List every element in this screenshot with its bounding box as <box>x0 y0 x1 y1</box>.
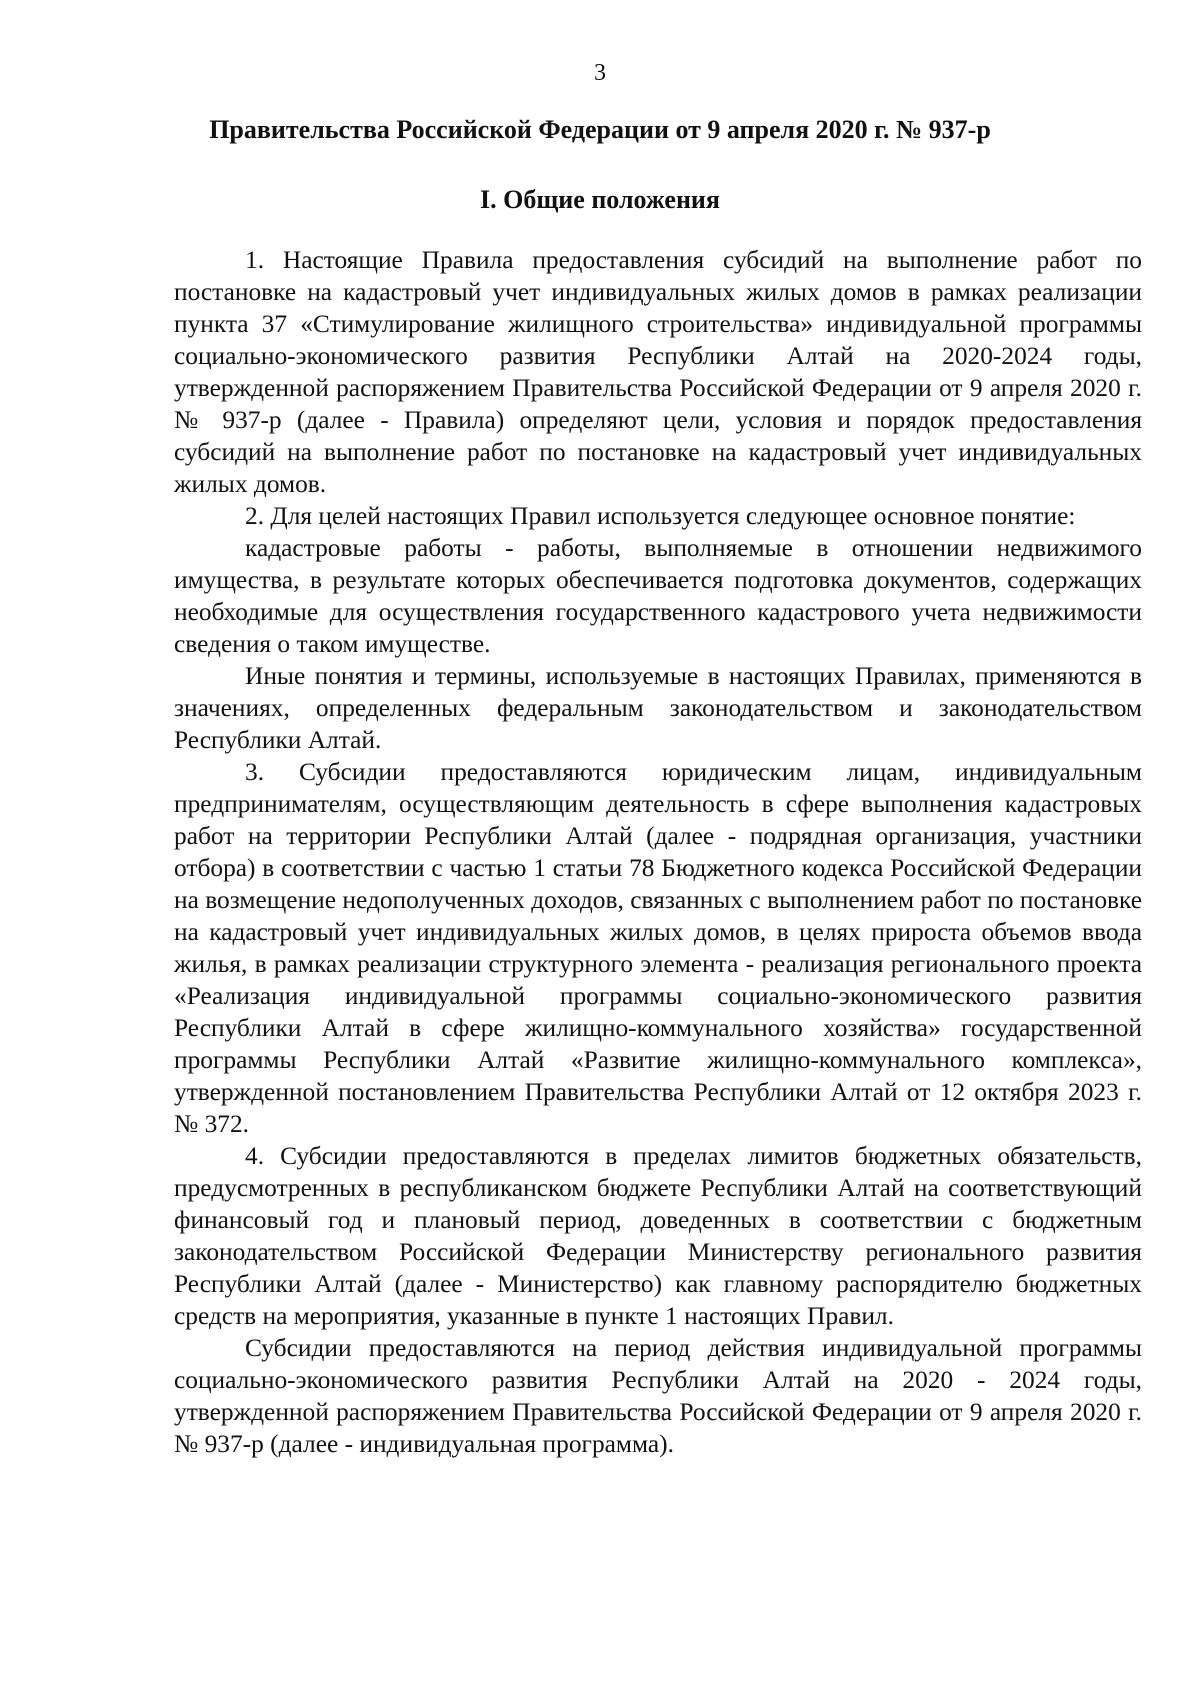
paragraph-1: 1. Настоящие Правила предоставления субсидий на выполнение работ по постановке на кадастровый учет индивидуальных жилых домов в рамках реализации пункта 37 «Стимулирование жилищного строительства» индивидуальной программы социально-экономического развития Республики Алтай на 2020-2024 годы, утвержденной распоряжением Правительства Российской Федерации от 9 апреля 2020 г. № 937-р (далее - Правила) определяют цели, условия и порядок предоставления субсидий на выполнение работ по постановке на кадастровый учет индивидуальных жилых домов. <box>174 246 1142 498</box>
paragraph-subsidy-period: Субсидии предоставляются на период действия индивидуальной программы социально-экономического развития Республики Алтай на 2020 - 2024 годы, утвержденной распоряжением Правительства Российской Федерации от 9 апреля 2020 г. № 937-р (далее - индивидуальная программа). <box>174 1334 1142 1458</box>
section-heading: I. Общие положения <box>480 185 720 214</box>
paragraph-4: 4. Субсидии предоставляются в пределах лимитов бюджетных обязательств, предусмотренных в республиканском бюджете Республики Алтай на соответствующий финансовый год и плановый период, доведенных в соответствии с бюджетным законодательством Российской Федерации Министерству регионального развития Республики Алтай (далее - Министерство) как главному распорядителю бюджетных средств на мероприятия, указанные в пункте 1 настоящих Правил. <box>174 1142 1142 1330</box>
document-title: Правительства Российской Федерации от 9 апреля 2020 г. № 937-р <box>209 115 991 144</box>
paragraph-3: 3. Субсидии предоставляются юридическим лицам, индивидуальным предпринимателям, осуществляющим деятельность в сфере выполнения кадастровых работ на территории Республики Алтай (далее - подрядная организация, участники отбора) в соответствии с частью 1 статьи 78 Бюджетного кодекса Российской Федерации на возмещение недополученных доходов, связанных с выполнением работ по постановке на кадастровый учет индивидуальных жилых домов, в целях прироста объемов ввода жилья, в рамках реализации структурного элемента - реализация регионального проекта «Реализация индивидуальной программы социально-экономического развития Республики Алтай в сфере жилищно-коммунального хозяйства» государственной программы Республики Алтай «Развитие жилищно-коммунального комплекса», утвержденной постановлением Правительства Республики Алтай от 12 октября 2023 г. № 372. <box>174 758 1142 1138</box>
page-number: 3 <box>594 60 606 86</box>
document-body <box>174 244 1142 1460</box>
paragraph-other-terms: Иные понятия и термины, используемые в настоящих Правилах, применяются в значениях, определенных федеральным законодательством и законодательством Республики Алтай. <box>174 662 1142 754</box>
paragraph-2: 2. Для целей настоящих Правил используется следующее основное понятие: <box>245 502 1076 530</box>
paragraph-definition: кадастровые работы - работы, выполняемые в отношении недвижимого имущества, в результате которых обеспечивается подготовка документов, содержащих необходимые для осуществления государственного кадастрового учета недвижимости сведения о таком имуществе. <box>174 534 1142 658</box>
